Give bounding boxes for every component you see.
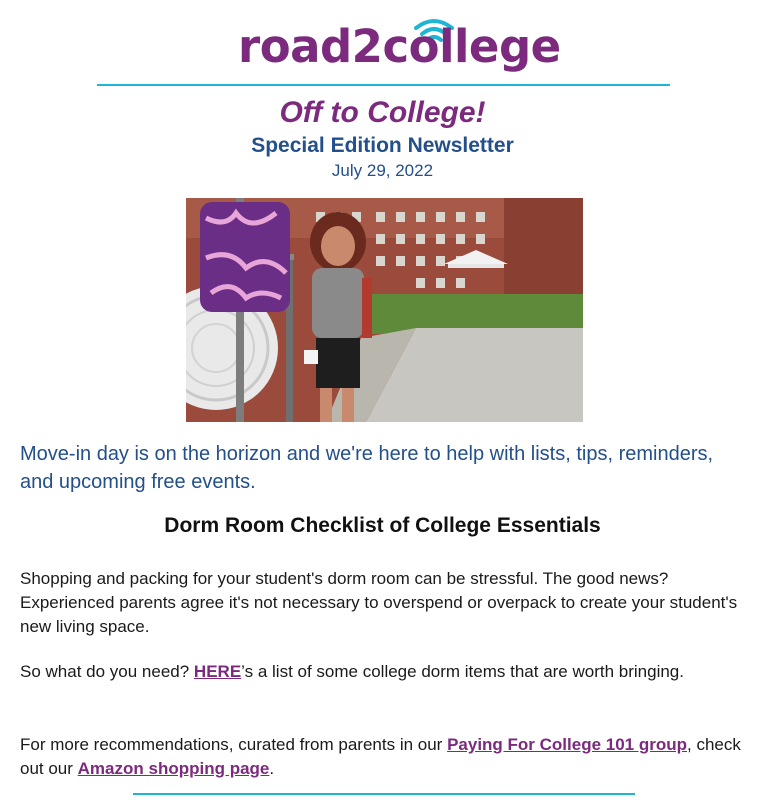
- move-in-day-photo: [186, 198, 583, 422]
- logo-text: road2college: [238, 20, 561, 73]
- list-paragraph: [20, 660, 750, 684]
- here-link[interactable]: HERE: [193, 662, 242, 681]
- paragraph-text: ’s a list of some college dorm items that are worth bringing.: [241, 662, 684, 681]
- bottom-divider: [133, 793, 635, 795]
- paragraph-text: , check out our: [20, 735, 741, 778]
- checklist-paragraph: Shopping and packing for your student's dorm room can be stressful. The good news? Experienced parents agree it's not necessary to overspend or overpack to create your student's new living space.: [20, 569, 738, 636]
- amazon-shopping-page-link[interactable]: Amazon shopping page: [77, 759, 270, 778]
- intro-text: Move-in day is on the horizon and we're here to help with lists, tips, reminders, and upcoming free events.: [20, 443, 714, 493]
- section-heading: Dorm Room Checklist of College Essentials: [164, 514, 601, 537]
- paragraph-text: .: [269, 759, 275, 778]
- recommendations-paragraph: [20, 733, 750, 781]
- paragraph-text: For more recommendations, curated from parents in our: [20, 735, 448, 754]
- newsletter-title: Off to College!: [279, 96, 486, 129]
- newsletter-subtitle: Special Edition Newsletter: [251, 134, 514, 157]
- top-divider: [97, 84, 670, 86]
- paragraph-text: So what do you need?: [20, 662, 194, 681]
- paying-for-college-group-link[interactable]: Paying For College 101 group: [447, 735, 688, 754]
- newsletter-date: July 29, 2022: [331, 161, 434, 180]
